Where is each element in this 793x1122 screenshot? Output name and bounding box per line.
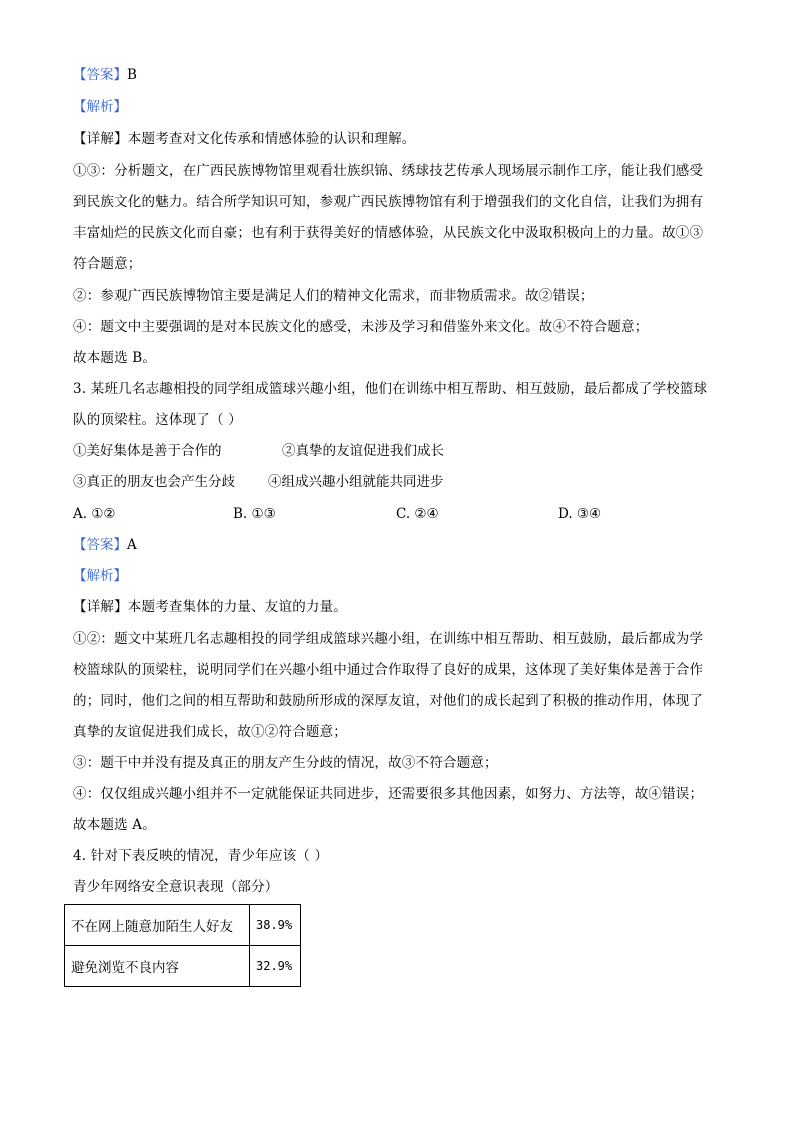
- q3-answer-line: [73, 535, 137, 555]
- q3-statement: ④组成兴趣小组就能共同进步: [268, 474, 444, 490]
- q2-detail-line: ④：题文中主要强调的是对本民族文化的感受，未涉及学习和借鉴外来文化。故④不符合题意；: [73, 319, 649, 335]
- q3-statement: ②真挚的友谊促进我们成长: [282, 443, 444, 459]
- q3-detail-line: 的；同时，他们之间的相互帮助和鼓励所形成的深厚友谊，对他们的成长起到了积极的推动作用，体现了: [73, 693, 704, 709]
- table-row: [65, 905, 301, 946]
- q3-option-b[interactable]: B. ①③: [233, 506, 276, 522]
- q2-answer-line: [73, 65, 137, 85]
- q4-data-table: [64, 904, 301, 987]
- q3-statement: ③真正的朋友也会产生分歧: [73, 474, 235, 490]
- q2-analysis-tag: 【解析】: [73, 99, 127, 115]
- q3-analysis-tag: 【解析】: [73, 568, 127, 584]
- q2-detail-line: 故本题选 B。: [73, 350, 157, 366]
- q3-option-c[interactable]: C. ②④: [396, 506, 439, 522]
- q3-option-d[interactable]: D. ③④: [558, 506, 602, 522]
- q3-stem-line: 3. 某班几名志趣相投的同学组成篮球兴趣小组，他们在训练中相互帮助、相互鼓励，最后都成了学校篮球: [73, 381, 708, 397]
- q2-detail-line: ①③：分析题文，在广西民族博物馆里观看壮族织锦、绣球技艺传承人现场展示制作工序，能让我们感受: [73, 163, 704, 179]
- q2-detail-line: ②：参观广西民族博物馆主要是满足人们的精神文化需求，而非物质需求。故②错误；: [73, 288, 594, 304]
- q2-detail-line: 【详解】本题考查对文化传承和情感体验的认识和理解。: [73, 131, 416, 147]
- q3-answer-tag: 【答案】: [73, 537, 127, 553]
- q2-detail-line: 丰富灿烂的民族文化而自豪；也有利于获得美好的情感体验，从民族文化中汲取积极向上的力量。故①③: [73, 225, 704, 241]
- q4-table-title: 青少年网络安全意识表现（部分）: [73, 879, 279, 895]
- q3-stem-line: 队的顶梁柱。这体现了（ ）: [73, 412, 242, 428]
- table-row: [65, 946, 301, 987]
- q2-detail-line: 符合题意；: [73, 256, 142, 272]
- q2-answer-value: B: [127, 67, 137, 83]
- q2-detail-line: 到民族文化的魅力。结合所学知识可知，参观广西民族博物馆有利于增强我们的文化自信，让我们为拥有: [73, 194, 704, 210]
- q3-detail-line: ③：题干中并没有提及真正的朋友产生分歧的情况，故③不符合题意；: [73, 755, 498, 771]
- q2-answer-tag: 【答案】: [73, 67, 127, 83]
- q3-statement: ①美好集体是善于合作的: [73, 443, 222, 459]
- table-cell-value: 38.9%: [250, 905, 301, 946]
- q4-stem: 4. 针对下表反映的情况，青少年应该（ ）: [73, 848, 329, 864]
- q3-option-a[interactable]: A. ①②: [73, 506, 116, 522]
- q3-detail-line: ④：仅仅组成兴趣小组并不一定就能保证共同进步，还需要很多其他因素，如努力、方法等，故④错误；: [73, 786, 704, 802]
- table-cell-label: 避免浏览不良内容: [65, 946, 250, 987]
- q3-detail-line: 真挚的友谊促进我们成长，故①②符合题意；: [73, 724, 347, 740]
- q3-answer-value: A: [127, 537, 137, 553]
- table-cell-label: 不在网上随意加陌生人好友: [65, 905, 250, 946]
- q3-detail-line: ①②：题文中某班几名志趣相投的同学组成篮球兴趣小组，在训练中相互帮助、相互鼓励，最后都成为学: [73, 631, 704, 647]
- table-cell-value: 32.9%: [250, 946, 301, 987]
- q3-detail-line: 校篮球队的顶梁柱，说明同学们在兴趣小组中通过合作取得了良好的成果，这体现了美好集体是善于合作: [73, 662, 704, 678]
- q3-detail-line: 故本题选 A。: [73, 817, 156, 833]
- q3-detail-line: 【详解】本题考查集体的力量、友谊的力量。: [73, 599, 347, 615]
